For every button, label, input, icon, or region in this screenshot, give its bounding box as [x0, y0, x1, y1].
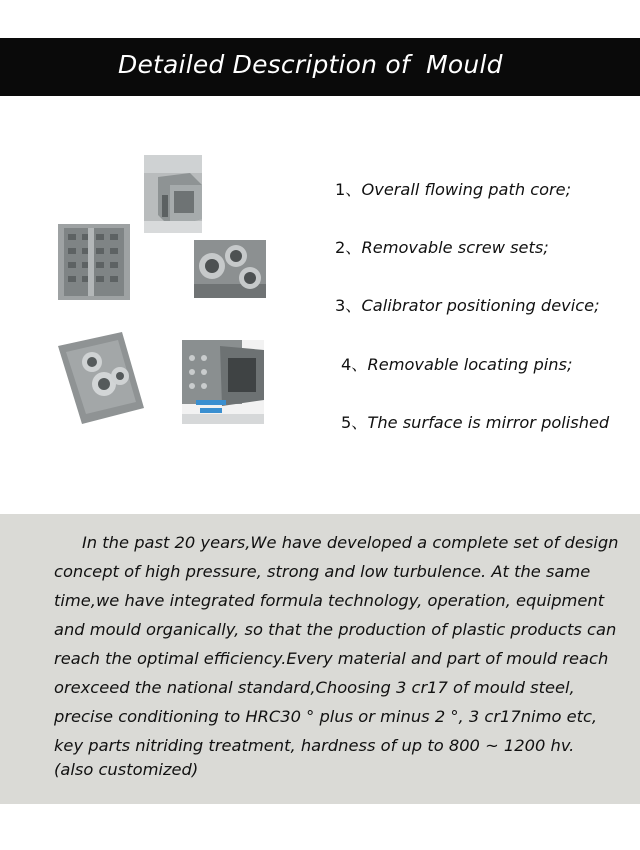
mould-photo-locating-pins [58, 332, 144, 424]
feature-number: 4、 [341, 355, 368, 374]
feature-item-5 [341, 409, 609, 433]
feature-number: 1、 [335, 180, 362, 199]
mould-photo-calibrator [194, 240, 266, 298]
feature-item-2 [335, 234, 549, 258]
description-note: (also customized) [54, 760, 199, 779]
page-title: Detailed Description of Mould [118, 50, 503, 79]
description-paragraph: In the past 20 years,We have developed a complete set of design concept of high pressure, strong and low turbulence. At the same time,we have integrated formula technology, operation, equipment and mould organically, so that the production of plastic products can reach the optimal efficiency.Every material and part of mould reach orexceed the national standard,Choosing 3 cr17 of mould steel, precise conditioning to HRC30 ° plus or minus 2 °, 3 cr17nimo etc, key parts nitriding treatment, hardness of up to 800 ~ 1200 hv. [54, 533, 619, 755]
mould-photo-flow-core [144, 155, 202, 233]
feature-item-4 [341, 351, 572, 375]
feature-text: Overall flowing path core; [361, 180, 572, 199]
description-panel [0, 514, 640, 804]
feature-text: Removable locating pins; [367, 355, 573, 374]
header-bar [0, 38, 640, 96]
feature-item-3 [335, 292, 600, 316]
feature-text: The surface is mirror polished [367, 413, 610, 432]
mould-photo-mirror-polished [182, 340, 264, 424]
feature-item-1 [335, 176, 571, 200]
feature-text: Removable screw sets; [361, 238, 549, 257]
feature-number: 3、 [335, 296, 362, 315]
feature-number: 2、 [335, 238, 362, 257]
feature-number: 5、 [341, 413, 368, 432]
mould-photo-screw-sets [58, 224, 130, 300]
feature-text: Calibrator positioning device; [361, 296, 600, 315]
